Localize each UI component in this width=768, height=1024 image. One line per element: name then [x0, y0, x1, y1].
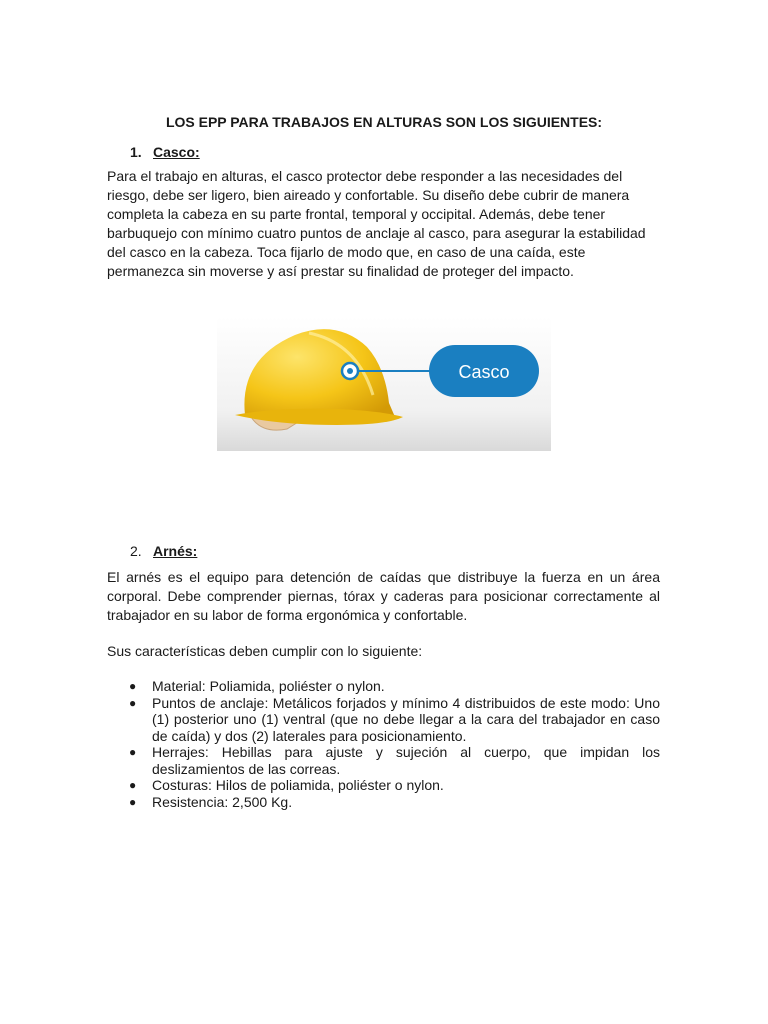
section-label: Arnés: [153, 543, 198, 559]
section-number: 2. [130, 543, 142, 559]
list-item: ● Herrajes: Hebillas para ajuste y sujeción al cuerpo, que impidan los deslizamientos de las correas. [129, 744, 660, 777]
paragraph-arnes: El arnés es el equipo para detención de caídas que distribuye la fuerza en un área corporal. Debe comprender piernas, tórax y caderas para posicionar correctamente al trabajador en su labor de forma ergonómica y confortable. [107, 569, 660, 623]
section-heading-arnes [130, 543, 197, 559]
list-item: ● Puntos de anclaje: Metálicos forjados y mínimo 4 distribuidos de este modo: Uno (1) posterior uno (1) ventral (que no debe llegar a la cara del trabajador en caso de caída) y dos (2) laterales para posicionamiento. [129, 694, 660, 744]
page-title: LOS EPP PARA TRABAJOS EN ALTURAS SON LOS SIGUIENTES: [165, 114, 603, 130]
characteristics-list [107, 678, 660, 810]
bullet-icon: ● [129, 794, 137, 809]
callout-label: Casco [458, 362, 510, 382]
list-item: ● Resistencia: 2,500 Kg. [129, 793, 293, 810]
bullet-icon: ● [129, 679, 137, 693]
section-heading-casco [130, 144, 200, 160]
characteristics-intro: Sus características deben cumplir con lo siguiente: [107, 643, 423, 659]
bullet-icon: ● [129, 778, 137, 792]
hard-hat-icon [217, 317, 551, 451]
list-item: ● Costuras: Hilos de poliamida, poliéster o nylon. [129, 777, 444, 793]
list-item: ● Material: Poliamida, poliéster o nylon. [129, 678, 385, 694]
bullet-icon: ● [129, 695, 137, 710]
section-label: Casco: [153, 144, 200, 160]
section-number: 1. [130, 144, 142, 160]
bullet-icon: ● [129, 745, 137, 759]
paragraph-casco: Para el trabajo en alturas, el casco protector debe responder a las necesidades del riesgo, debe ser ligero, bien aireado y confortable. Su diseño debe cubrir de manera completa la cabeza en su parte frontal, temporal y occipital. Además, debe tener barbuquejo con mínimo cuatro puntos de anclaje al casco, para asegurar la estabilidad del casco en la cabeza. Toca fijarlo de modo que, en caso de una caída, este permanezca sin moverse y así prestar su finalidad de proteger del impacto. [107, 168, 646, 279]
helmet-figure [217, 317, 551, 451]
